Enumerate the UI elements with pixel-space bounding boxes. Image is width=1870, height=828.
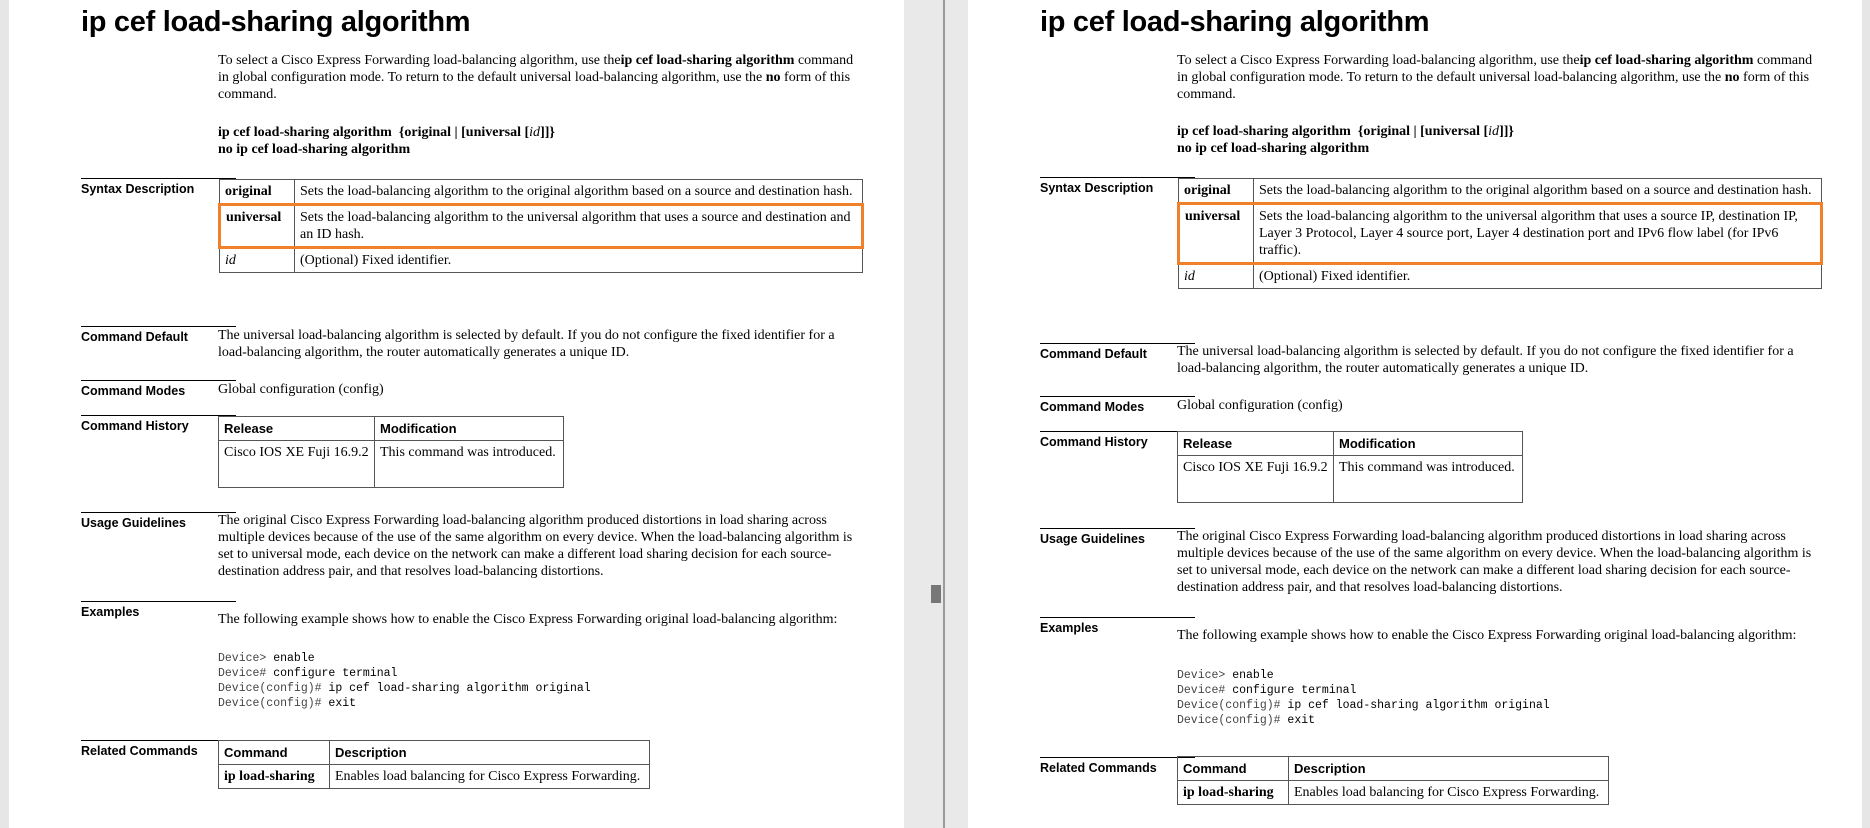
syntax-no-command: no ip cef load-sharing algorithm <box>1177 141 1370 156</box>
section-label-related: Related Commands <box>81 740 236 758</box>
table-cell-term: universal <box>1179 204 1254 264</box>
document-pane-left[interactable] <box>9 0 904 828</box>
code-prompt: Device(config)# <box>218 682 329 695</box>
code-prompt: Device> <box>1177 669 1233 682</box>
divider-line <box>943 0 945 828</box>
intro-text: command in global configuration mode. To return to the default universal load-balancing algorithm, use the <box>218 53 854 85</box>
section-label-examples: Examples <box>1040 617 1195 635</box>
table-cell: Enables load balancing for Cisco Express Forwarding. <box>1289 781 1609 805</box>
history-table <box>218 416 564 488</box>
table-cell-desc: Sets the load-balancing algorithm to the universal algorithm that uses a source IP, destination IP, Layer 3 Protocol, Layer 4 source port, Layer 4 destination port and IPv6 flow label (for IPv6 traffic). <box>1254 204 1822 264</box>
intro-no-keyword: no <box>765 70 781 85</box>
usage-text: The original Cisco Express Forwarding load-balancing algorithm produced distortions in load sharing across multiple devices because of the use of the same algorithm on every device. When the load-balancing algorithm is set to universal mode, each device on the network can make a different load sharing decision for each source-destination address pair, and that resolves load-balancing distortions. <box>218 513 853 579</box>
syntax-option-arg: id <box>529 125 541 140</box>
section-label-default: Command Default <box>1040 343 1195 361</box>
section-label-usage: Usage Guidelines <box>1040 528 1195 546</box>
section-label-syntax: Syntax Description <box>81 178 236 196</box>
table-header: Release <box>1178 432 1334 456</box>
code-prompt: Device(config)# <box>218 697 329 710</box>
table-row <box>1178 781 1609 805</box>
section-label-modes: Command Modes <box>81 380 236 398</box>
usage-text: The original Cisco Express Forwarding load-balancing algorithm produced distortions in load sharing across multiple devices because of the use of the same algorithm on every device. When the load-balancing algorithm is set to universal mode, each device on the network can make a different load sharing decision for each source-destination address pair, and that resolves load-balancing distortions. <box>1177 529 1812 595</box>
intro-command: ip cef load-sharing algorithm <box>620 53 795 68</box>
table-header-row <box>1178 757 1609 781</box>
code-command: configure terminal <box>273 667 398 680</box>
syntax-option: ]]} <box>540 125 555 140</box>
table-row <box>1179 264 1822 289</box>
history-table <box>1177 431 1523 503</box>
examples-text: The following example shows how to enable the Cisco Express Forwarding original load-balancing algorithm: <box>1177 628 1797 643</box>
section-label-usage: Usage Guidelines <box>81 512 236 530</box>
intro-text: form of this command. <box>1177 70 1810 102</box>
code-prompt: Device(config)# <box>1177 699 1288 712</box>
code-command: enable <box>273 652 315 665</box>
table-header-row <box>219 741 650 765</box>
related-commands-table <box>218 740 650 789</box>
table-cell-desc: Sets the load-balancing algorithm to the universal algorithm that uses a source and destination and an ID hash. <box>295 205 863 248</box>
table-row <box>219 441 564 488</box>
table-cell-term: original <box>1179 179 1254 204</box>
section-label-modes: Command Modes <box>1040 396 1195 414</box>
code-command: ip cef load-sharing algorithm original <box>328 682 591 695</box>
modes-text: Global configuration (config) <box>1177 398 1343 413</box>
intro-text: command in global configuration mode. To return to the default universal load-balancing algorithm, use the <box>1177 53 1813 85</box>
table-cell-desc: Sets the load-balancing algorithm to the original algorithm based on a source and destination hash. <box>1254 179 1822 204</box>
table-cell: ip load-sharing <box>219 765 330 789</box>
intro-text: To select a Cisco Express Forwarding load-balancing algorithm, use the <box>1177 53 1580 68</box>
related-commands-table <box>1177 756 1609 805</box>
code-prompt: Device(config)# <box>1177 714 1288 727</box>
command-syntax <box>1177 123 1823 157</box>
document-pane-right[interactable] <box>968 0 1862 828</box>
intro-no-keyword: no <box>1724 70 1740 85</box>
code-prompt: Device# <box>218 667 274 680</box>
syntax-option: ]]} <box>1499 124 1514 139</box>
syntax-option: {original <box>1357 124 1411 139</box>
section-label-examples: Examples <box>81 601 236 619</box>
code-command: enable <box>1232 669 1274 682</box>
section-label-related: Related Commands <box>1040 757 1195 775</box>
code-block <box>218 651 591 711</box>
code-command: ip cef load-sharing algorithm original <box>1287 699 1550 712</box>
syntax-option-arg: id <box>1488 124 1500 139</box>
table-header: Description <box>1289 757 1609 781</box>
code-prompt: Device> <box>218 652 274 665</box>
table-row <box>1179 179 1822 204</box>
pane-divider[interactable] <box>904 0 968 828</box>
table-row <box>220 180 863 205</box>
syntax-command: ip cef load-sharing algorithm <box>218 125 392 140</box>
table-cell-desc: Sets the load-balancing algorithm to the original algorithm based on a source and destination hash. <box>295 180 863 205</box>
table-header: Modification <box>375 417 564 441</box>
table-header: Release <box>219 417 375 441</box>
syntax-table <box>1177 178 1823 289</box>
table-cell: This command was introduced. <box>375 441 564 488</box>
table-cell: Cisco IOS XE Fuji 16.9.2 <box>219 441 375 488</box>
table-cell: ip load-sharing <box>1178 781 1289 805</box>
intro-command: ip cef load-sharing algorithm <box>1579 53 1754 68</box>
command-syntax <box>218 124 864 158</box>
intro-text: To select a Cisco Express Forwarding load-balancing algorithm, use the <box>218 53 621 68</box>
intro-paragraph <box>1177 52 1823 103</box>
table-cell-desc: (Optional) Fixed identifier. <box>1254 264 1822 289</box>
syntax-command: ip cef load-sharing algorithm <box>1177 124 1351 139</box>
modes-text: Global configuration (config) <box>218 382 384 397</box>
intro-text: form of this command. <box>218 70 851 102</box>
section-label-syntax: Syntax Description <box>1040 177 1195 195</box>
table-header: Description <box>330 741 650 765</box>
default-text: The universal load-balancing algorithm is selected by default. If you do not configure the fixed identifier for a load-balancing algorithm, the router automatically generates a unique ID. <box>218 328 835 360</box>
code-command: configure terminal <box>1232 684 1357 697</box>
table-cell-term: id <box>220 248 295 273</box>
table-cell: Enables load balancing for Cisco Express Forwarding. <box>330 765 650 789</box>
section-label-history: Command History <box>1040 431 1195 449</box>
table-row-highlighted <box>1179 204 1822 264</box>
page-title: ip cef load-sharing algorithm <box>1040 6 1430 38</box>
table-cell-desc: (Optional) Fixed identifier. <box>295 248 863 273</box>
table-row <box>1178 456 1523 503</box>
syntax-table <box>218 179 864 273</box>
code-command: exit <box>1287 714 1316 727</box>
code-prompt: Device# <box>1177 684 1233 697</box>
table-cell: This command was introduced. <box>1334 456 1523 503</box>
table-header-row <box>1178 432 1523 456</box>
table-cell-term: original <box>220 180 295 205</box>
syntax-option: | [universal [ <box>451 125 530 140</box>
table-row-highlighted <box>220 205 863 248</box>
code-command: exit <box>328 697 357 710</box>
table-header: Command <box>1178 757 1289 781</box>
table-cell: Cisco IOS XE Fuji 16.9.2 <box>1178 456 1334 503</box>
table-header: Modification <box>1334 432 1523 456</box>
table-cell-term: id <box>1179 264 1254 289</box>
section-label-history: Command History <box>81 415 236 433</box>
intro-paragraph <box>218 52 864 103</box>
page-title: ip cef load-sharing algorithm <box>81 6 471 38</box>
code-block <box>1177 668 1550 728</box>
syntax-option: {original <box>398 125 452 140</box>
section-label-default: Command Default <box>81 326 236 344</box>
splitter-handle[interactable] <box>931 585 941 603</box>
table-cell-term: universal <box>220 205 295 248</box>
table-row <box>219 765 650 789</box>
syntax-option: | [universal [ <box>1410 124 1489 139</box>
default-text: The universal load-balancing algorithm is selected by default. If you do not configure the fixed identifier for a load-balancing algorithm, the router automatically generates a unique ID. <box>1177 344 1794 376</box>
table-row <box>220 248 863 273</box>
table-header-row <box>219 417 564 441</box>
syntax-no-command: no ip cef load-sharing algorithm <box>218 142 411 157</box>
examples-text: The following example shows how to enable the Cisco Express Forwarding original load-balancing algorithm: <box>218 612 838 627</box>
table-header: Command <box>219 741 330 765</box>
